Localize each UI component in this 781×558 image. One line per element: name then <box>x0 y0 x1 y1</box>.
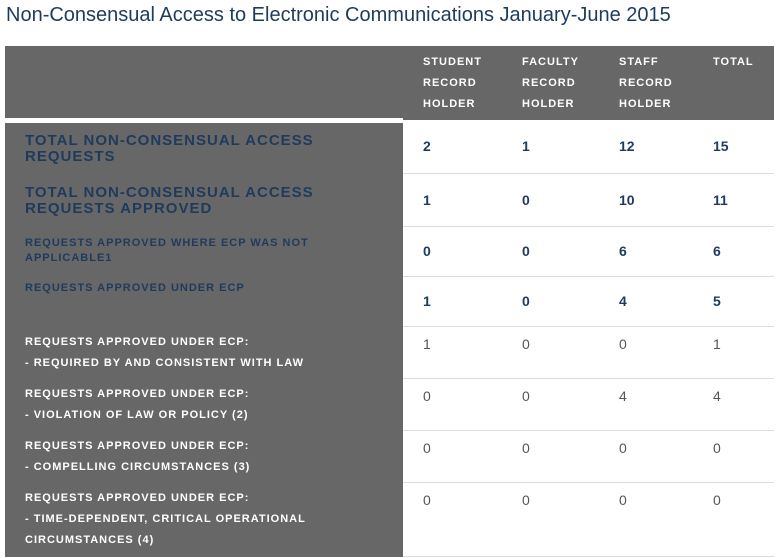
header-label-cell <box>5 46 403 120</box>
cell-staff: 0 <box>599 430 693 482</box>
cell-student: 1 <box>403 276 502 326</box>
cell-student: 0 <box>403 482 502 556</box>
cell-student: 0 <box>403 430 502 482</box>
table-row <box>5 482 774 556</box>
header-total: TOTAL <box>693 46 774 120</box>
cell-staff: 6 <box>599 226 693 276</box>
row-label: REQUESTS APPROVED UNDER ECP: - VIOLATION OF LAW OR POLICY (2) <box>5 378 403 430</box>
cell-total: 0 <box>693 430 774 482</box>
cell-total: 15 <box>693 120 774 173</box>
cell-student: 0 <box>403 378 502 430</box>
row-label: REQUESTS APPROVED UNDER ECP: - COMPELLING CIRCUMSTANCES (3) <box>5 430 403 482</box>
cell-staff: 4 <box>599 276 693 326</box>
row-label: TOTAL NON-CONSENSUAL ACCESS REQUESTS <box>5 120 403 173</box>
table-row <box>5 430 774 482</box>
table-row <box>5 173 774 226</box>
cell-student: 0 <box>403 226 502 276</box>
cell-faculty: 0 <box>502 173 599 226</box>
cell-faculty: 0 <box>502 276 599 326</box>
row-label: REQUESTS APPROVED UNDER ECP: - TIME-DEPENDENT, CRITICAL OPERATIONAL CIRCUMSTANCES (4) <box>5 482 403 556</box>
page-title: Non-Consensual Access to Electronic Communications January-June 2015 <box>6 4 671 26</box>
row-label: TOTAL NON-CONSENSUAL ACCESS REQUESTS APPROVED <box>5 173 403 226</box>
cell-faculty: 0 <box>502 226 599 276</box>
header-faculty: FACULTY RECORD HOLDER <box>502 46 599 120</box>
cell-student: 1 <box>403 173 502 226</box>
cell-staff: 0 <box>599 482 693 556</box>
cell-total: 5 <box>693 276 774 326</box>
cell-staff: 4 <box>599 378 693 430</box>
cell-total: 11 <box>693 173 774 226</box>
table-row <box>5 226 774 276</box>
table-row <box>5 120 774 173</box>
cell-student: 2 <box>403 120 502 173</box>
cell-staff: 0 <box>599 326 693 378</box>
cell-faculty: 0 <box>502 482 599 556</box>
table-row <box>5 378 774 430</box>
cell-total: 4 <box>693 378 774 430</box>
table-row <box>5 326 774 378</box>
access-requests-table <box>5 46 774 557</box>
cell-faculty: 0 <box>502 378 599 430</box>
header-student: STUDENT RECORD HOLDER <box>403 46 502 120</box>
table-row <box>5 276 774 326</box>
row-label: REQUESTS APPROVED UNDER ECP: - REQUIRED BY AND CONSISTENT WITH LAW <box>5 326 403 378</box>
cell-total: 0 <box>693 482 774 556</box>
row-label: REQUESTS APPROVED WHERE ECP WAS NOT APPLICABLE1 <box>5 226 403 276</box>
header-row <box>5 46 774 120</box>
row-label: REQUESTS APPROVED UNDER ECP <box>5 276 403 326</box>
cell-faculty: 1 <box>502 120 599 173</box>
cell-total: 6 <box>693 226 774 276</box>
header-staff: STAFF RECORD HOLDER <box>599 46 693 120</box>
cell-total: 1 <box>693 326 774 378</box>
cell-student: 1 <box>403 326 502 378</box>
cell-faculty: 0 <box>502 430 599 482</box>
cell-staff: 12 <box>599 120 693 173</box>
cell-faculty: 0 <box>502 326 599 378</box>
cell-staff: 10 <box>599 173 693 226</box>
